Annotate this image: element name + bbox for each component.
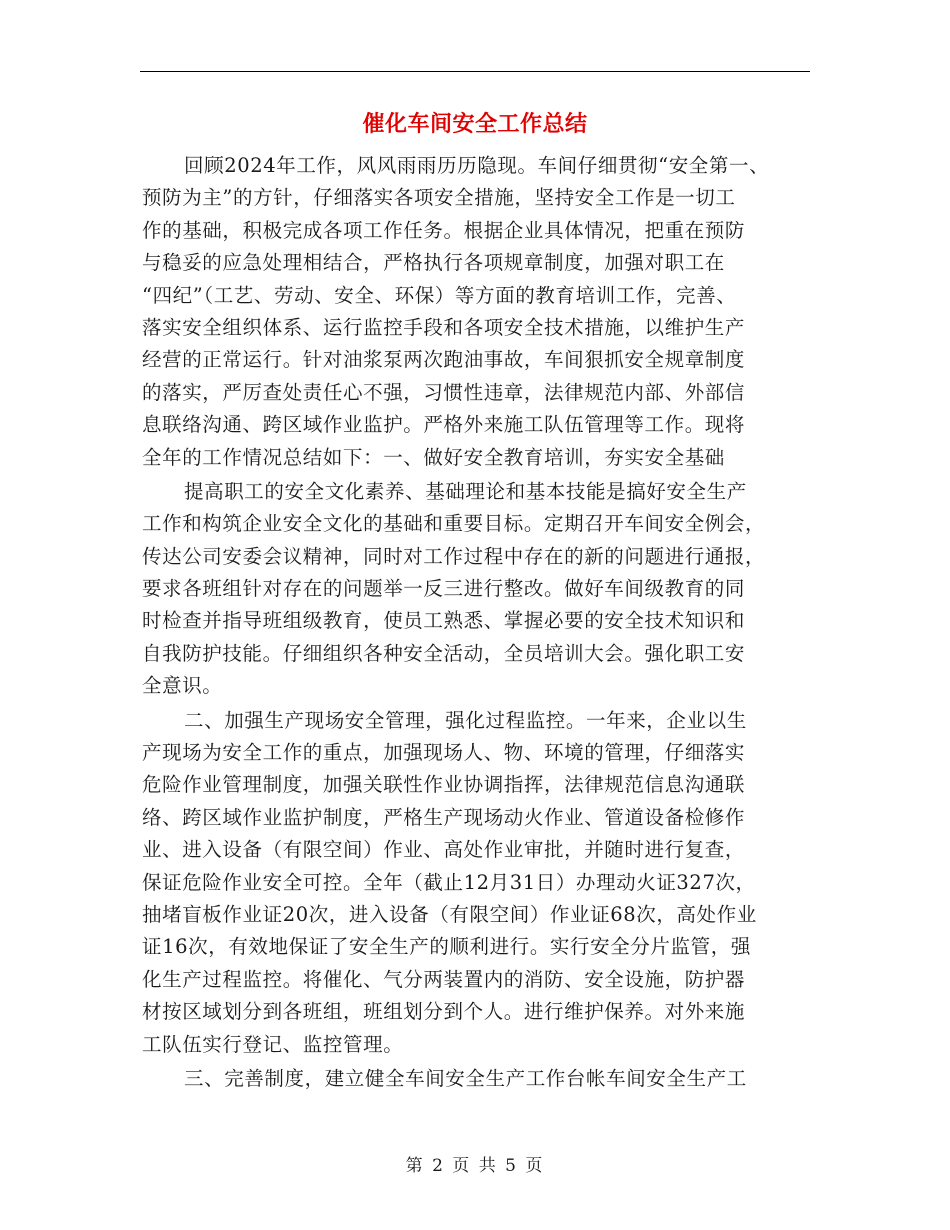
body-line: 全意识。 (142, 674, 223, 698)
body-line: 落实安全组织体系、运行监控手段和各项安全技术措施，以维护生产 (142, 315, 746, 339)
body-line: 材按区域划分到各班组，班组划分到个人。进行维护保养。对外来施 (142, 1000, 746, 1024)
body-line: 息联络沟通、跨区域作业监护。严格外来施工队伍管理等工作。现将 (142, 413, 746, 437)
document-body (142, 150, 812, 1095)
body-line: 业、进入设备（有限空间）作业、高处作业审批，并随时进行复查， (142, 838, 746, 862)
body-line: 预防为主”的方针，仔细落实各项安全措施，坚持安全工作是一切工 (142, 186, 736, 210)
body-line: 证16次，有效地保证了安全生产的顺利进行。实行安全分片监管，强 (142, 935, 751, 959)
body-line: 危险作业管理制度，加强关联性作业协调指挥，法律规范信息沟通联 (142, 773, 746, 797)
body-line: 回顾2024年工作，风风雨雨历历隐现。车间仔细贯彻“安全第一、 (184, 154, 770, 177)
page-number: 第 2 页 共 5 页 (405, 1156, 545, 1176)
body-line: 传达公司安委会议精神，同时对工作过程中存在的新的问题进行通报， (142, 544, 766, 568)
body-line: “四纪”（工艺、劳动、安全、环保）等方面的教育培训工作，完善、 (142, 283, 737, 307)
body-line: 全年的工作情况总结如下：一、做好安全教育培训，夯实安全基础 (142, 445, 725, 469)
body-line: 作的基础，积极完成各项工作任务。根据企业具体情况，把重在预防 (142, 218, 746, 242)
body-line: 产现场为安全工作的重点，加强现场人、物、环境的管理，仔细落实 (142, 741, 746, 765)
body-line: 保证危险作业安全可控。全年（截止12月31日）办理动火证327次， (142, 870, 756, 894)
body-line: 与稳妥的应急处理相结合，严格执行各项规章制度，加强对职工在 (142, 251, 725, 275)
body-line: 提高职工的安全文化素养、基础理论和基本技能是搞好安全生产 (184, 479, 747, 503)
body-line: 三、完善制度，建立健全车间安全生产工作台帐车间安全生产工 (184, 1066, 747, 1090)
body-line: 时检查并指导班组级教育，使员工熟悉、掌握必要的安全技术知识和 (142, 609, 746, 633)
document-title: 催化车间安全工作总结 (362, 111, 588, 137)
body-line: 工队伍实行登记、监控管理。 (142, 1032, 404, 1056)
body-line: 自我防护技能。仔细组织各种安全活动，全员培训大会。强化职工安 (142, 641, 746, 665)
body-line: 抽堵盲板作业证20次，进入设备（有限空间）作业证68次，高处作业 (142, 902, 757, 926)
body-line: 的落实，严厉查处责任心不强，习惯性违章，法律规范内部、外部信 (142, 380, 746, 404)
body-line: 经营的正常运行。针对油浆泵两次跑油事故，车间狠抓安全规章制度 (142, 348, 746, 372)
header-rule (140, 71, 810, 72)
body-line: 络、跨区域作业监护制度，严格生产现场动火作业、管道设备检修作 (142, 805, 746, 829)
body-line: 化生产过程监控。将催化、气分两装置内的消防、安全设施，防护器 (142, 967, 746, 991)
body-line: 二、加强生产现场安全管理，强化过程监控。一年来，企业以生 (184, 708, 747, 732)
body-line: 工作和构筑企业安全文化的基础和重要目标。定期召开车间安全例会， (142, 512, 766, 536)
body-line: 要求各班组针对存在的问题举一反三进行整改。做好车间级教育的同 (142, 577, 746, 601)
